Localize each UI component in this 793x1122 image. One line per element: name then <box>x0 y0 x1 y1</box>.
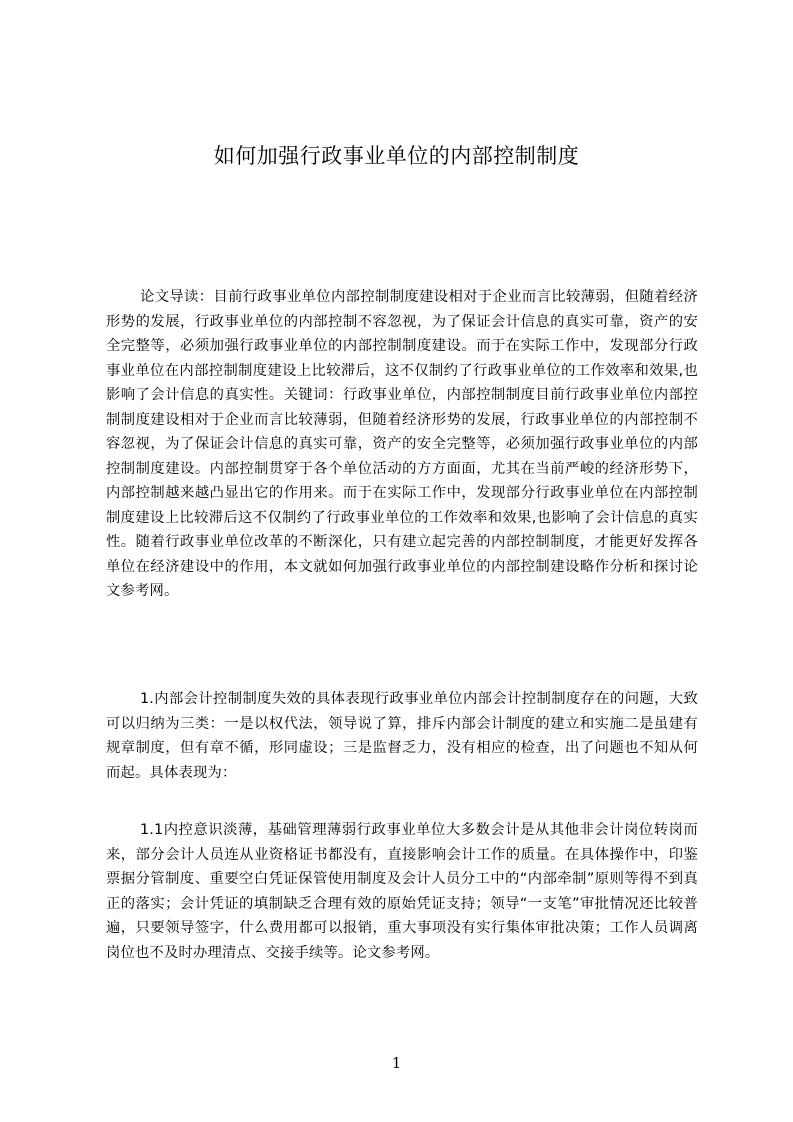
paragraph-section-1-1: 1.1内控意识淡薄，基础管理薄弱行政事业单位大多数会计是从其他非会计岗位转岗而来，部分会计人员连从业资格证书都没有，直接影响会计工作的质量。在具体操作中，印鉴票据分管制度、重要空白凭证保管使用制度及会计人员分工中的“内部牵制”原则等得不到真正的落实；会计凭证的填制缺乏合理有效的原始凭证支持；领导“一支笔”审批情况还比较普遍，只要领导签字，什么费用都可以报销，重大事项没有实行集体审批决策；工作人员调离岗位也不及时办理清点、交接手续等。论文参考网。 <box>106 822 698 961</box>
page-number: 1 <box>391 1054 402 1072</box>
document-title: 如何加强行政事业单位的内部控制制度 <box>213 144 580 168</box>
paragraph-abstract: 论文导读：目前行政事业单位内部控制制度建设相对于企业而言比较薄弱，但随着经济形势的发展，行政事业单位的内部控制不容忽视，为了保证会计信息的真实可靠，资产的安全完整等，必须加强行政事业单位的内部控制制度建设。而于在实际工作中，发现部分行政事业单位在内部控制制度建设上比较滞后，这不仅制约了行政事业单位的工作效率和效果,也影响了会计信息的真实性。关键词：行政事业单位，内部控制制度目前行政事业单位内部控制制度建设相对于企业而言比较薄弱，但随着经济形势的发展，行政事业单位的内部控制不容忽视，为了保证会计信息的真实可靠，资产的安全完整等，必须加强行政事业单位的内部控制制度建设。内部控制贯穿于各个单位活动的方方面面，尤其在当前严峻的经济形势下，内部控制越来越凸显出它的作用来。而于在实际工作中，发现部分行政事业单位在内部控制制度建设上比较滞后这不仅制约了行政事业单位的工作效率和效果,也影响了会计信息的真实性。随着行政事业单位改革的不断深化，只有建立起完善的内部控制制度，才能更好发挥各单位在经济建设中的作用，本文就如何加强行政事业单位的内部控制建设略作分析和探讨论文参考网。 <box>106 289 698 599</box>
paragraph-section-1: 1.内部会计控制制度失效的具体表现行政事业单位内部会计控制制度存在的问题，大致可以归纳为三类：一是以权代法，领导说了算，排斥内部会计制度的建立和实施二是虽建有规章制度，但有章不循，形同虚设；三是监督乏力，没有相应的检查，出了问题也不知从何而起。具体表现为： <box>106 691 698 781</box>
